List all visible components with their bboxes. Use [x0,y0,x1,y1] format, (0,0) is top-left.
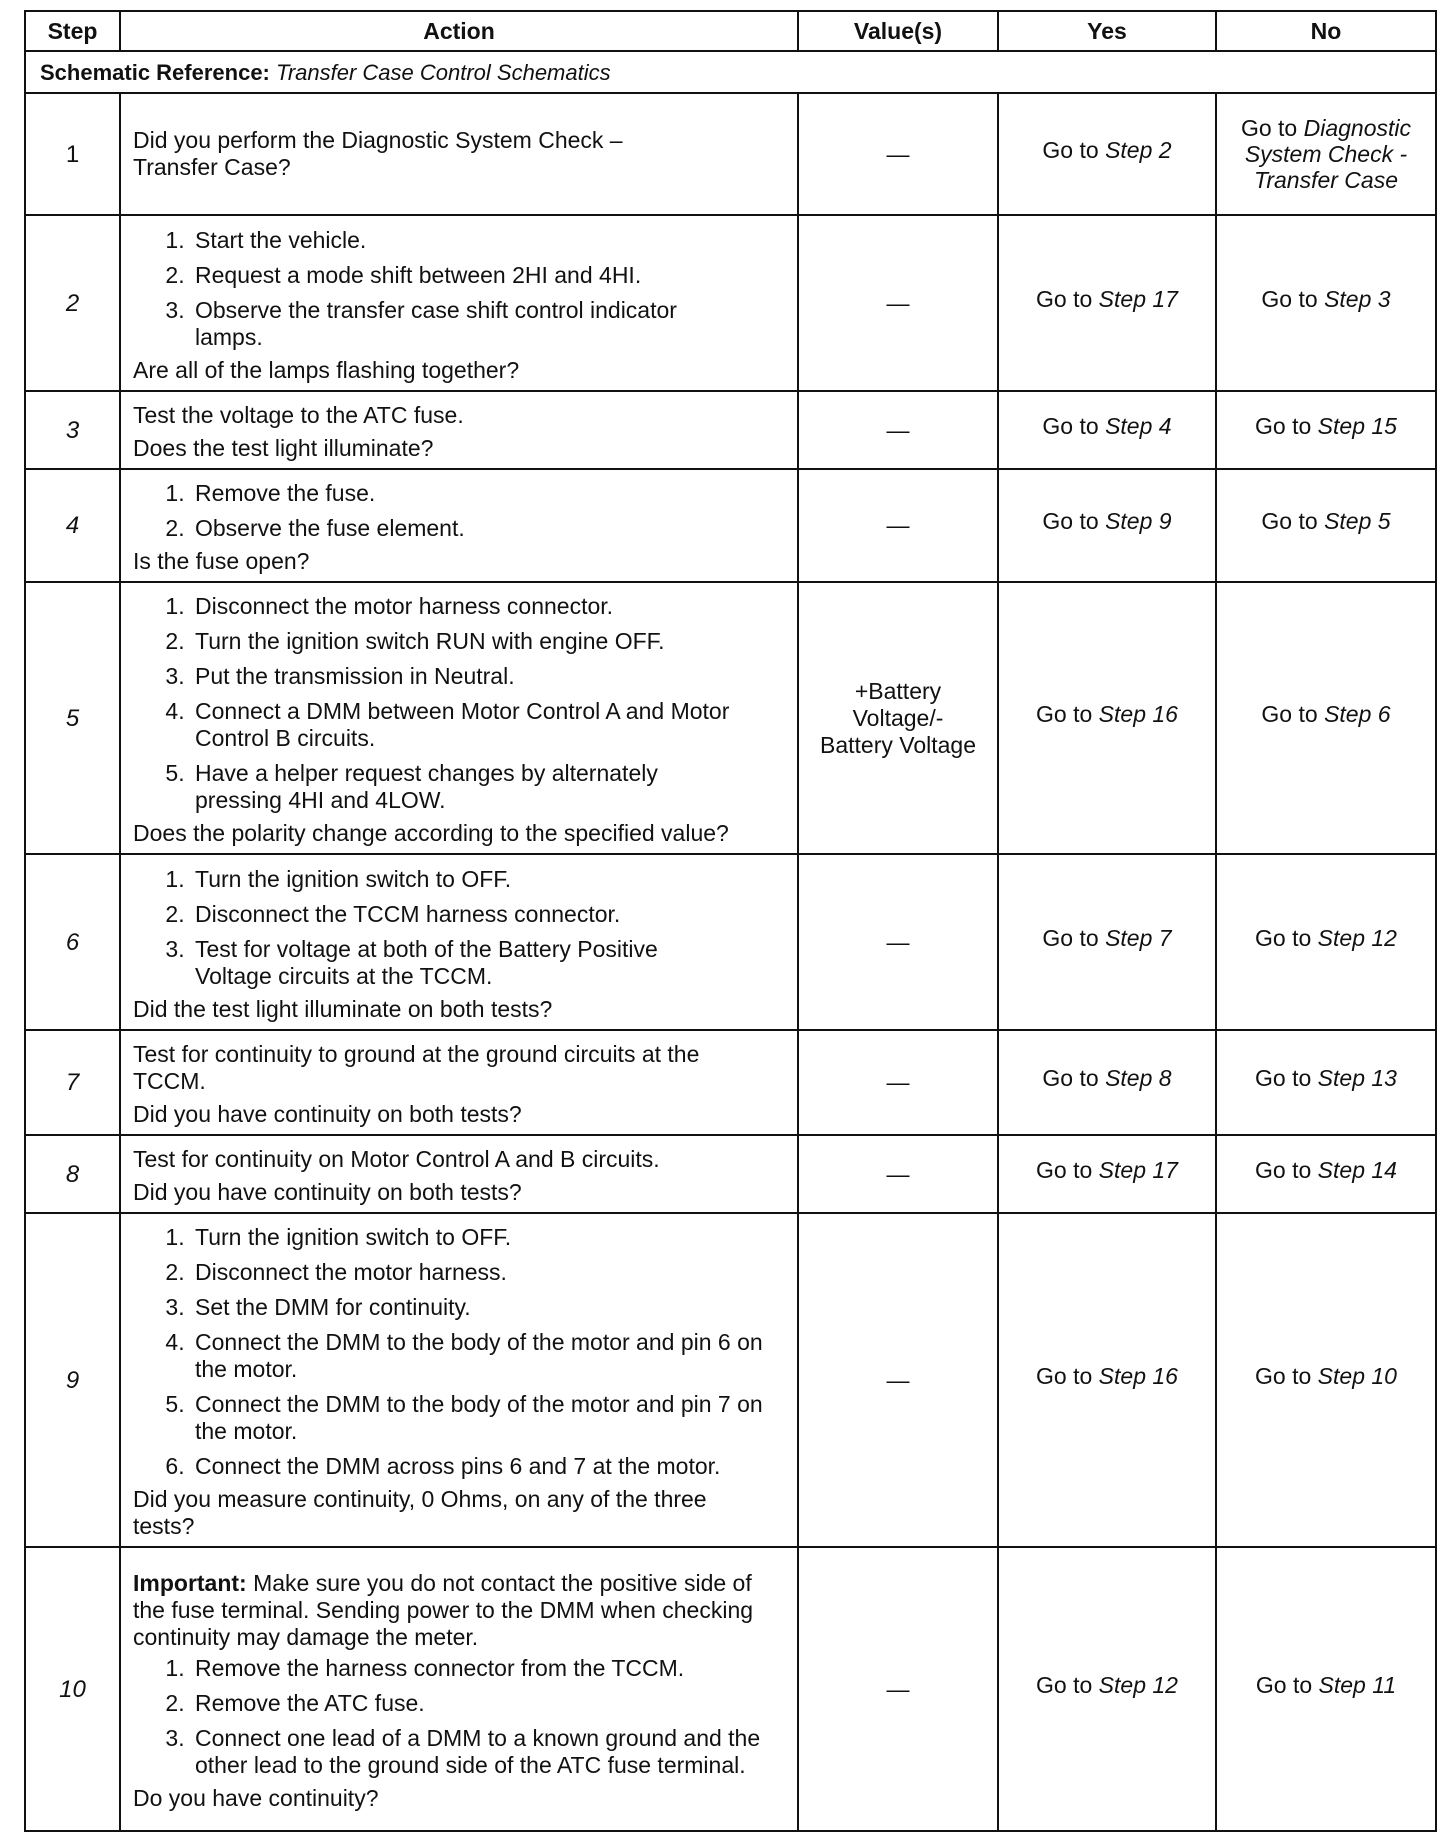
value-cell: — [798,469,998,582]
question: Did you have continuity on both tests? [133,1179,522,1205]
yes-target: Step 4 [1105,412,1172,439]
action-cell [120,1030,798,1135]
substep: 2. Disconnect the TCCM harness connector. [191,901,787,928]
action-cell [120,93,798,215]
no-target: Step 3 [1324,285,1391,312]
important-text: Make sure you do not contact the positive side of the fuse terminal. Sending power to the DMM when checking continuity may damage the meter. [133,1570,754,1650]
substep: 1. Turn the ignition switch to OFF. [191,1224,787,1251]
no-cell [1216,215,1436,391]
no-target: Step 14 [1317,1156,1397,1183]
step-number: 4 [25,469,120,582]
header-yes: Yes [998,11,1216,51]
action-text: Test for continuity to ground at the ground circuits at the TCCM. [133,1041,700,1094]
table-row [25,1135,1436,1213]
table-row [25,1213,1436,1547]
yes-target: Step 12 [1098,1671,1178,1698]
schematic-reference [25,51,1436,93]
step-number: 7 [25,1030,120,1135]
yes-cell [998,93,1216,215]
action-text: Did you perform the Diagnostic System Check – Transfer Case? [133,127,623,180]
action-cell [120,391,798,469]
substep: 3. Observe the transfer case shift control indicator lamps. [191,297,787,351]
no-cell [1216,854,1436,1030]
go-to-label: Go to [1036,700,1093,727]
yes-cell [998,1547,1216,1831]
yes-target: Step 17 [1098,285,1178,312]
step-number: 3 [25,391,120,469]
value-cell: +Battery Voltage/-Battery Voltage [798,582,998,854]
go-to-label: Go to [1255,412,1312,439]
no-target: Step 11 [1318,1671,1397,1698]
yes-cell [998,854,1216,1030]
table-row [25,854,1436,1030]
go-to-label: Go to [1042,136,1099,163]
value-cell: — [798,93,998,215]
yes-cell [998,215,1216,391]
no-target: Diagnostic System Check - Transfer Case [1244,115,1412,193]
substep: 2. Request a mode shift between 2HI and 4HI. [191,262,787,289]
header-values: Value(s) [798,11,998,51]
go-to-label: Go to [1042,412,1099,439]
value-cell: — [798,215,998,391]
header-row [25,11,1436,51]
question: Does the polarity change according to the specified value? [133,820,729,846]
step-number: 10 [25,1547,120,1831]
schematic-row [25,51,1436,93]
go-to-label: Go to [1036,285,1093,312]
no-cell [1216,582,1436,854]
substep: 2. Disconnect the motor harness. [191,1259,787,1286]
substep: 1. Turn the ignition switch to OFF. [191,866,787,893]
go-to-label: Go to [1036,1362,1093,1389]
substep-list [133,593,787,814]
header-step: Step [25,11,120,51]
substep: 4. Connect a DMM between Motor Control A and Motor Control B circuits. [191,698,787,752]
action-text: Test for continuity on Motor Control A and B circuits. [133,1146,660,1172]
no-target: Step 15 [1317,412,1397,439]
no-cell [1216,469,1436,582]
yes-cell [998,469,1216,582]
yes-target: Step 16 [1098,1362,1178,1389]
substep: 5. Have a helper request changes by alternately pressing 4HI and 4LOW. [191,760,787,814]
no-cell [1216,1547,1436,1831]
no-target: Step 10 [1317,1362,1397,1389]
no-cell [1216,1135,1436,1213]
step-number: 8 [25,1135,120,1213]
substep: 6. Connect the DMM across pins 6 and 7 at the motor. [191,1453,787,1480]
value-cell: — [798,1135,998,1213]
substep: 1. Disconnect the motor harness connector. [191,593,787,620]
yes-target: Step 9 [1105,508,1172,534]
no-cell [1216,1213,1436,1547]
substep: 1. Remove the fuse. [191,480,787,507]
yes-target: Step 8 [1105,1065,1172,1091]
go-to-label: Go to [1036,1156,1093,1183]
table-row [25,391,1436,469]
substep: 3. Put the transmission in Neutral. [191,663,787,690]
schematic-ref: Transfer Case Control Schematics [276,59,611,85]
substep: 2. Observe the fuse element. [191,515,787,542]
substep: 1. Start the vehicle. [191,227,787,254]
go-to-label: Go to [1042,924,1099,951]
go-to-label: Go to [1042,508,1099,534]
go-to-label: Go to [1036,1671,1093,1698]
no-target: Step 6 [1324,700,1391,727]
substep: 3. Test for voltage at both of the Battery Positive Voltage circuits at the TCCM. [191,936,787,990]
question: Does the test light illuminate? [133,435,434,461]
question: Did you measure continuity, 0 Ohms, on any of the three tests? [133,1486,707,1539]
go-to-label: Go to [1261,285,1318,312]
no-target: Step 13 [1317,1065,1397,1091]
no-cell [1216,93,1436,215]
question: Is the fuse open? [133,548,310,574]
go-to-label: Go to [1042,1065,1099,1091]
action-cell [120,582,798,854]
table-row [25,1030,1436,1135]
substep: 4. Connect the DMM to the body of the motor and pin 6 on the motor. [191,1329,787,1383]
no-cell [1216,391,1436,469]
value-cell: — [798,1547,998,1831]
action-cell [120,215,798,391]
go-to-label: Go to [1255,924,1312,951]
yes-cell [998,391,1216,469]
value-cell: — [798,391,998,469]
step-number: 5 [25,582,120,854]
value-cell: — [798,1030,998,1135]
table-row [25,582,1436,854]
action-cell [120,854,798,1030]
yes-cell [998,582,1216,854]
yes-cell [998,1135,1216,1213]
action-cell [120,469,798,582]
value-cell: — [798,854,998,1030]
step-number: 9 [25,1213,120,1547]
substep: 3. Connect one lead of a DMM to a known ground and the other lead to the ground side of the ATC fuse terminal. [191,1725,787,1779]
substep: 2. Turn the ignition switch RUN with engine OFF. [191,628,787,655]
header-action: Action [120,11,798,51]
table-row [25,215,1436,391]
go-to-label: Go to [1261,700,1318,727]
substep-list [133,1655,787,1779]
yes-target: Step 16 [1098,700,1178,727]
header-no: No [1216,11,1436,51]
action-cell [120,1213,798,1547]
step-number: 6 [25,854,120,1030]
no-target: Step 12 [1317,924,1397,951]
yes-target: Step 2 [1105,136,1172,163]
table-row [25,1547,1436,1831]
go-to-label: Go to [1255,1156,1312,1183]
schematic-label: Schematic Reference: [40,59,270,85]
step-number: 1 [25,93,120,215]
table-row [25,469,1436,582]
value-cell: — [798,1213,998,1547]
yes-target: Step 7 [1105,924,1172,951]
important-label: Important: [133,1570,247,1596]
question: Do you have continuity? [133,1785,379,1811]
diagnostic-table [24,10,1437,1832]
substep-list [133,866,787,990]
action-cell [120,1547,798,1831]
table-row [25,93,1436,215]
substep: 2. Remove the ATC fuse. [191,1690,787,1717]
yes-target: Step 17 [1098,1156,1178,1183]
go-to-label: Go to [1261,508,1318,534]
go-to-label: Go to [1240,115,1298,141]
go-to-label: Go to [1255,1362,1312,1389]
go-to-label: Go to [1255,1671,1313,1698]
step-number: 2 [25,215,120,391]
substep-list [133,480,787,542]
substep: 5. Connect the DMM to the body of the motor and pin 7 on the motor. [191,1391,787,1445]
yes-cell [998,1030,1216,1135]
substep: 3. Set the DMM for continuity. [191,1294,787,1321]
yes-cell [998,1213,1216,1547]
question: Did you have continuity on both tests? [133,1101,522,1127]
question: Are all of the lamps flashing together? [133,356,520,383]
substep-list [133,227,787,351]
substep: 1. Remove the harness connector from the TCCM. [191,1655,787,1682]
question: Did the test light illuminate on both tests? [133,995,553,1022]
important-note [133,1570,787,1651]
action-text: Test the voltage to the ATC fuse. [133,402,464,428]
substep-list [133,1224,787,1480]
go-to-label: Go to [1255,1065,1312,1091]
action-cell [120,1135,798,1213]
no-cell [1216,1030,1436,1135]
no-target: Step 5 [1324,508,1391,534]
